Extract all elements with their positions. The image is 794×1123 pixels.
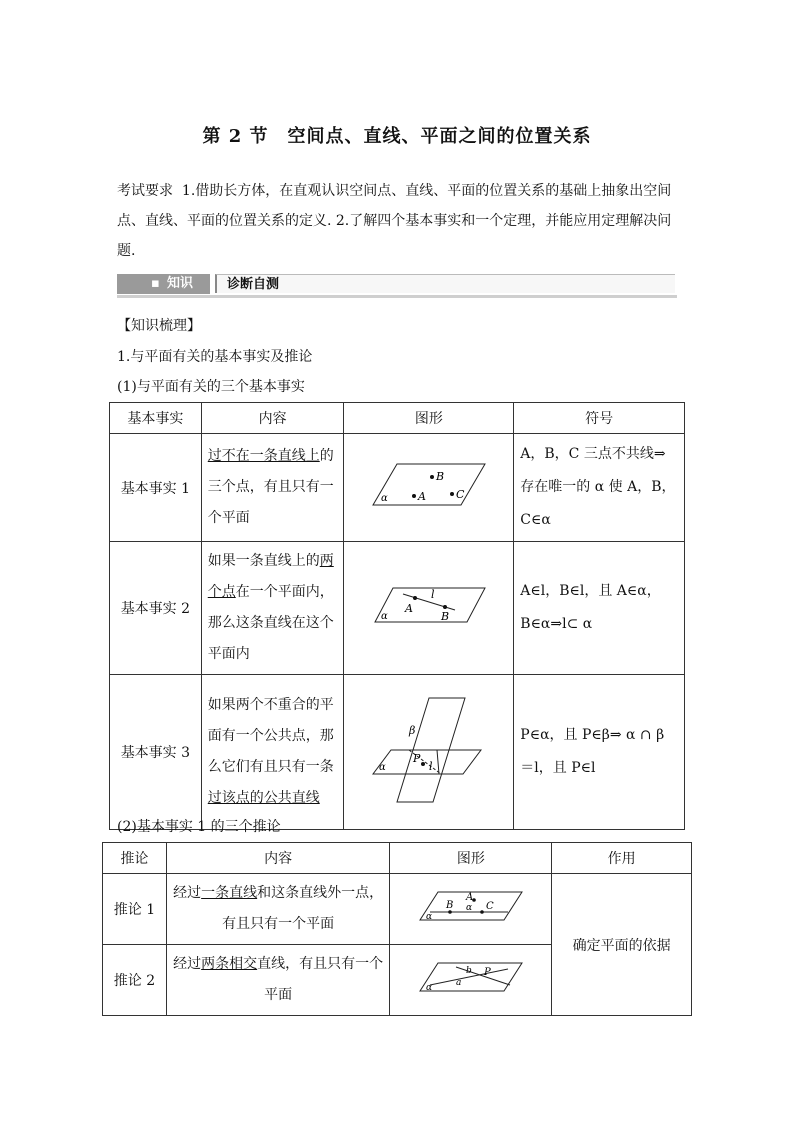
svg-text:A: A <box>417 489 426 503</box>
section-banner <box>117 274 677 296</box>
knowledge-heading: 【知识梳理】 <box>117 318 201 334</box>
svg-text:α: α <box>378 762 386 773</box>
row-name: 基本事实 1 <box>110 434 202 542</box>
figure-fact-2 <box>344 542 514 675</box>
header-corollary: 推论 <box>103 843 167 874</box>
exam-requirements <box>117 176 687 266</box>
row-content: 经过一条直线和这条直线外一点，有且只有一个平面 <box>166 874 390 945</box>
svg-text:α: α <box>425 983 432 993</box>
row-name: 基本事实 2 <box>110 542 202 675</box>
svg-text:l: l <box>430 588 435 601</box>
corollaries-table <box>102 842 692 1016</box>
header-symbol: 符号 <box>514 403 685 434</box>
svg-text:C: C <box>455 487 465 501</box>
table-header-row <box>110 403 685 434</box>
plane-three-points-diagram <box>369 461 489 511</box>
row-name: 推论 1 <box>103 874 167 945</box>
svg-text:A: A <box>404 602 413 615</box>
figure-fact-1 <box>344 434 514 542</box>
figure-fact-3 <box>344 675 514 830</box>
svg-text:C: C <box>485 901 494 912</box>
header-figure: 图形 <box>344 403 514 434</box>
banner-left-label: 知识 <box>167 276 194 291</box>
svg-text:α: α <box>380 611 388 622</box>
line-in-plane-diagram <box>369 586 489 626</box>
row-name: 推论 2 <box>103 945 167 1016</box>
requirements-label: 考试要求 <box>117 183 173 199</box>
svg-text:l: l <box>428 760 433 773</box>
figure-corollary-2 <box>390 945 552 1016</box>
requirements-text: 1.借助长方体，在直观认识空间点、直线、平面的位置关系的基础上抽象出空间点、直线、平面的位置关系的定义. 2.了解四个基本事实和一个定理，并能应用定理解决问题. <box>117 183 672 259</box>
svg-text:B: B <box>440 610 449 623</box>
table-row <box>103 874 692 945</box>
table-header-row <box>103 843 692 874</box>
basic-facts-table <box>109 402 685 830</box>
page-title: 第 2 节 空间点、直线、平面之间的位置关系 <box>202 126 592 147</box>
row-content: 过不在一条直线上的三个点，有且只有一个平面 <box>201 434 344 542</box>
banner-right-label: 诊断自测 <box>215 274 675 293</box>
section-1-heading: 1.与平面有关的基本事实及推论 <box>117 349 313 365</box>
svg-text:a: a <box>455 978 462 988</box>
svg-text:B: B <box>435 469 444 483</box>
figure-corollary-1 <box>390 874 552 945</box>
svg-text:α: α <box>465 903 472 913</box>
bullet-icon: ▪ <box>151 276 160 291</box>
svg-text:P: P <box>483 967 491 978</box>
svg-text:P: P <box>412 752 421 765</box>
row-symbol: P∈α，且 P∈β⇒ α ∩ β＝l，且 P∈l <box>514 675 685 830</box>
header-purpose: 作用 <box>552 843 692 874</box>
svg-text:α: α <box>425 912 432 922</box>
row-content: 如果两个不重合的平面有一个公共点，那么它们有且只有一条过该点的公共直线 <box>201 675 344 830</box>
svg-text:B: B <box>445 900 454 911</box>
header-content: 内容 <box>166 843 390 874</box>
svg-text:b: b <box>465 966 472 976</box>
intersecting-lines-diagram <box>416 961 526 995</box>
header-figure: 图形 <box>390 843 552 874</box>
row-content: 经过两条相交直线，有且只有一个平面 <box>166 945 390 1016</box>
svg-text:α: α <box>380 492 388 504</box>
intersecting-planes-diagram <box>369 694 489 806</box>
svg-text:β: β <box>408 724 416 737</box>
table-row <box>110 542 685 675</box>
row-name: 基本事实 3 <box>110 675 202 830</box>
row-content: 如果一条直线上的两个点在一个平面内，那么这条直线在这个平面内 <box>201 542 344 675</box>
row-symbol: A，B，C 三点不共线⇒存在唯一的 α 使 A，B，C∈α <box>514 434 685 542</box>
table-row <box>110 675 685 830</box>
svg-text:A: A <box>465 892 474 903</box>
header-content: 内容 <box>201 403 344 434</box>
section-1a-heading: (1)与平面有关的三个基本事实 <box>117 379 305 395</box>
table-row <box>110 434 685 542</box>
line-and-point-diagram <box>416 890 526 924</box>
row-symbol: A∈l，B∈l，且 A∈α，B∈α⇒l⊂ α <box>514 542 685 675</box>
purpose-cell: 确定平面的依据 <box>552 874 692 1016</box>
header-basic-fact: 基本事实 <box>110 403 202 434</box>
section-1b-heading: (2)基本事实 1 的三个推论 <box>117 819 281 835</box>
